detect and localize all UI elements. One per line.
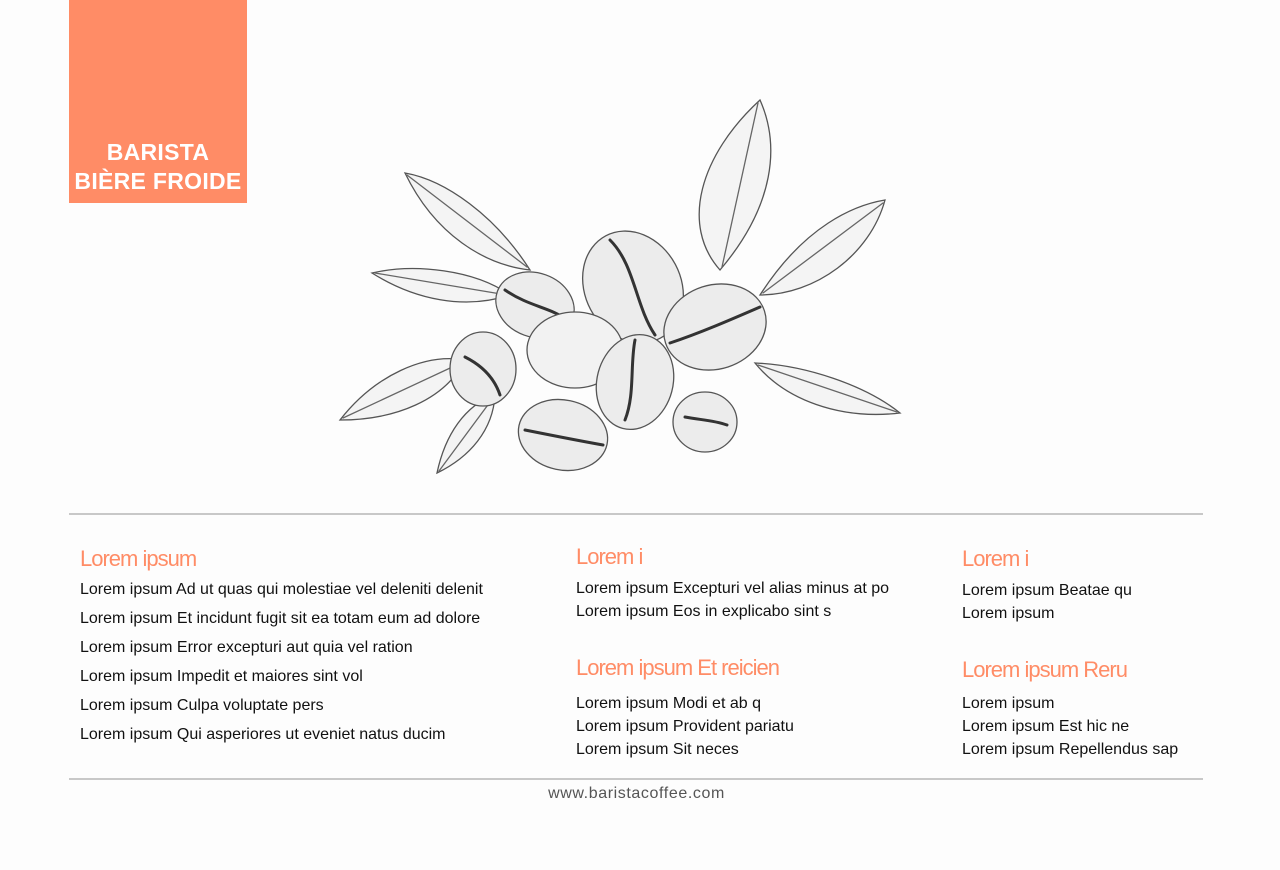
footer-website-link[interactable]: www.baristacoffee.com — [548, 785, 725, 802]
list-item: Lorem ipsum Sit neces — [576, 741, 739, 758]
section-heading: Lorem ipsum — [80, 546, 197, 571]
list-item: Lorem ipsum Beatae qu — [962, 582, 1132, 599]
list-item: Lorem ipsum Provident pariatu — [576, 718, 794, 735]
list-item: Lorem ipsum Error excepturi aut quia vel ration — [80, 639, 413, 656]
list-item: Lorem ipsum Excepturi vel alias minus at po — [576, 580, 890, 597]
list-item: Lorem ipsum Repellendus sap — [962, 741, 1179, 758]
section-1 — [80, 545, 483, 749]
list-item: Lorem ipsum Est hic ne — [962, 718, 1130, 735]
leaf-icon — [372, 269, 510, 302]
brand-logo-box — [69, 0, 247, 203]
list-item: Lorem ipsum Culpa voluptate pers — [80, 697, 324, 714]
list-item: Lorem ipsum — [962, 695, 1055, 712]
list-item: Lorem ipsum Impedit et maiores sint vol — [80, 668, 363, 685]
section-heading: Lorem i — [962, 546, 1029, 571]
section-4 — [962, 545, 1132, 625]
leaf-icon — [699, 100, 771, 270]
coffee-beans-and-leaves-sketch-icon — [335, 95, 905, 480]
list-item: Lorem ipsum Ad ut quas qui molestiae vel deleniti delenit — [80, 581, 483, 598]
section-3 — [576, 654, 794, 761]
section-5 — [962, 656, 1178, 761]
section-heading: Lorem ipsum Reru — [962, 657, 1127, 682]
list-item: Lorem ipsum Eos in explicabo sint s — [576, 603, 832, 620]
coffee-bean-icon — [673, 392, 737, 452]
section-2 — [576, 543, 889, 623]
top-divider — [69, 513, 1203, 515]
section-heading: Lorem ipsum Et reicien — [576, 655, 779, 680]
brand-name-line2: BIÈRE FROIDE — [74, 168, 242, 194]
list-item: Lorem ipsum Modi et ab q — [576, 695, 761, 712]
bottom-divider — [69, 778, 1203, 780]
section-heading: Lorem i — [576, 544, 643, 569]
list-item: Lorem ipsum — [962, 605, 1055, 622]
list-item: Lorem ipsum Et incidunt fugit sit ea totam eum ad dolore — [80, 610, 481, 627]
brand-name-line1: BARISTA — [106, 139, 210, 165]
list-item: Lorem ipsum Qui asperiores ut eveniet natus ducim — [80, 726, 446, 743]
